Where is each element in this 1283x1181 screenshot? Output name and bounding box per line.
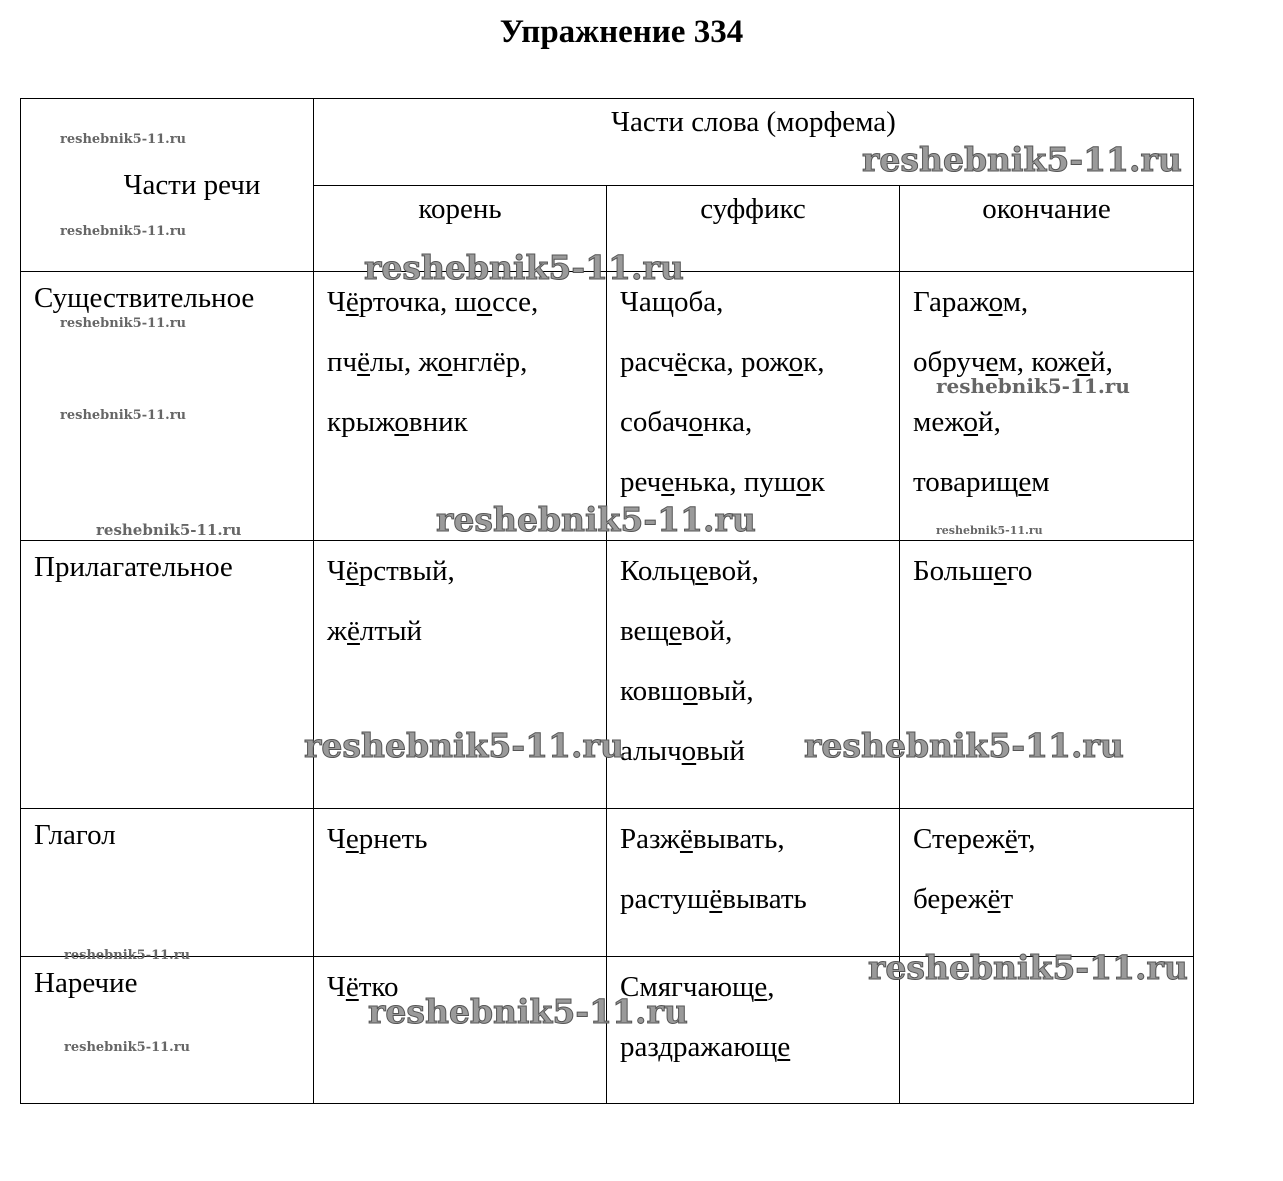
word-line <box>327 601 593 661</box>
underlined-letter: е <box>985 346 999 378</box>
word-part: Разж <box>620 823 680 855</box>
word-part: рнеть <box>358 823 428 855</box>
word-part: кож <box>1031 346 1078 378</box>
word <box>913 406 1001 438</box>
underlined-letter: ё <box>345 971 359 1003</box>
word <box>620 823 785 855</box>
word-line <box>913 809 1180 869</box>
watermark: reshebnik5-11.ru <box>936 374 1130 398</box>
word <box>327 615 422 647</box>
underlined-letter: е <box>661 466 675 498</box>
word-line <box>620 392 886 452</box>
word-part: собач <box>620 406 689 438</box>
word-part: Стереж <box>913 823 1005 855</box>
watermark: reshebnik5-11.ru <box>364 248 684 287</box>
word-part: ш <box>454 286 477 318</box>
watermark: reshebnik5-11.ru <box>64 948 191 963</box>
word-part: вывать, <box>692 823 785 855</box>
watermark: reshebnik5-11.ru <box>60 408 187 423</box>
word <box>327 406 468 438</box>
word-part: Смягчающ <box>620 971 755 1003</box>
word-part: лтый <box>359 615 423 647</box>
word-line <box>327 809 593 869</box>
watermark: reshebnik5-11.ru <box>868 948 1188 987</box>
word-line <box>913 452 1180 512</box>
word-line <box>913 272 1180 332</box>
watermark: reshebnik5-11.ru <box>60 132 187 147</box>
word-part: алыч <box>620 735 682 767</box>
underlined-letter: ё <box>345 555 359 587</box>
word <box>620 346 741 378</box>
word-part: м, <box>1002 286 1029 318</box>
row-pos-verb: Глагол <box>21 809 314 957</box>
word <box>620 406 752 438</box>
word-part: ковш <box>620 675 684 707</box>
word-part: Ч <box>327 286 346 318</box>
word <box>744 466 825 498</box>
watermark: reshebnik5-11.ru <box>368 992 688 1031</box>
word-part: раздражающ <box>620 1031 778 1063</box>
word-line <box>327 332 593 392</box>
word-part: ссе, <box>492 286 539 318</box>
word-part: вый, <box>697 675 754 707</box>
row-pos-adverb: Наречие <box>21 957 314 1104</box>
underlined-letter: о <box>476 286 493 318</box>
word-part: вой, <box>708 555 759 587</box>
cell-verb-suffix <box>607 809 900 957</box>
cell-noun-ending <box>900 272 1194 541</box>
underlined-letter: ё <box>709 883 723 915</box>
watermark: reshebnik5-11.ru <box>96 521 242 539</box>
word-part: рож <box>741 346 789 378</box>
cell-verb-root <box>314 809 607 957</box>
word <box>913 286 1028 318</box>
word-part: береж <box>913 883 988 915</box>
word-part: Ч <box>327 823 346 855</box>
underlined-letter: ё <box>357 346 370 378</box>
word-part: м <box>1031 466 1050 498</box>
word-line <box>620 869 886 929</box>
word-part: т <box>1000 883 1014 915</box>
word-part: рствый, <box>358 555 455 587</box>
word-part: Больш <box>913 555 994 587</box>
table-row <box>21 809 1194 957</box>
word-part: товарищ <box>913 466 1019 498</box>
word-part: растуш <box>620 883 710 915</box>
word-part: нка, <box>702 406 753 438</box>
word <box>620 466 744 498</box>
word-part: Чащоба, <box>620 286 724 318</box>
underlined-letter: о <box>788 346 804 378</box>
word-part: , <box>767 971 775 1003</box>
word <box>620 735 745 767</box>
word <box>327 346 418 378</box>
underlined-letter: ё <box>674 346 688 378</box>
word <box>913 823 1036 855</box>
header-suffix: суффикс <box>607 186 900 272</box>
word <box>620 555 759 587</box>
word-part: обруч <box>913 346 986 378</box>
underlined-letter: е <box>777 1031 791 1063</box>
word <box>620 883 807 915</box>
word-part: й, <box>1090 346 1113 378</box>
word <box>741 346 824 378</box>
word <box>418 346 527 378</box>
word-part: пуш <box>743 466 797 498</box>
cell-verb-ending <box>900 809 1194 957</box>
word <box>327 286 455 318</box>
word-part: Кольц <box>620 555 696 587</box>
page-title: Упражнение 334 <box>499 14 744 50</box>
word-part: к, <box>803 346 825 378</box>
word-part: тко <box>358 971 399 1003</box>
word-line <box>327 541 593 601</box>
header-root: корень <box>314 186 607 272</box>
word-part: нька, <box>674 466 744 498</box>
word-line <box>620 332 886 392</box>
header-parts-of-speech: Части речи <box>21 99 314 272</box>
word-part: нглёр, <box>452 346 528 378</box>
underlined-letter: е <box>1018 466 1032 498</box>
word-part: Гараж <box>913 286 989 318</box>
word-part: т, <box>1017 823 1036 855</box>
word <box>620 615 732 647</box>
underlined-letter: о <box>683 675 698 707</box>
word-part: вой, <box>681 615 733 647</box>
word-part: ска, <box>687 346 742 378</box>
underlined-letter: о <box>394 406 409 438</box>
watermark: reshebnik5-11.ru <box>60 316 187 331</box>
watermark: reshebnik5-11.ru <box>804 726 1124 765</box>
word-part: ж <box>418 346 438 378</box>
word <box>327 555 455 587</box>
cell-adjective-suffix <box>607 541 900 809</box>
word-part: меж <box>913 406 964 438</box>
cell-adjective-root <box>314 541 607 809</box>
underlined-letter: е <box>695 555 709 587</box>
word-part: пч <box>327 346 358 378</box>
word-line <box>620 601 886 661</box>
word-part: вещ <box>620 615 669 647</box>
word-line <box>327 392 593 452</box>
watermark: reshebnik5-11.ru <box>862 140 1182 179</box>
word-line <box>913 392 1180 452</box>
watermark: reshebnik5-11.ru <box>64 1040 191 1055</box>
watermark: reshebnik5-11.ru <box>936 524 1043 537</box>
table-row <box>21 541 1194 809</box>
underlined-letter: о <box>963 406 979 438</box>
watermark: reshebnik5-11.ru <box>304 726 624 765</box>
underlined-letter: о <box>688 406 703 438</box>
word-line <box>620 809 886 869</box>
word <box>455 286 539 318</box>
word-part: м, <box>998 346 1032 378</box>
word-part: го <box>1006 555 1033 587</box>
word-part: расч <box>620 346 675 378</box>
underlined-letter: ё <box>679 823 693 855</box>
underlined-letter: ё <box>345 286 359 318</box>
word-part: Ч <box>327 971 346 1003</box>
underlined-letter: е <box>754 971 768 1003</box>
word-part: реч <box>620 466 662 498</box>
header-ending: окончание <box>900 186 1194 272</box>
word-part: лы, <box>369 346 419 378</box>
word <box>620 1031 790 1063</box>
underlined-letter: е <box>993 555 1007 587</box>
word <box>913 555 1032 587</box>
underlined-letter: ё <box>347 615 360 647</box>
header-word-parts: Части слова (морфема) <box>314 99 1194 186</box>
word <box>913 883 1013 915</box>
word-line <box>913 541 1180 601</box>
underlined-letter: е <box>345 823 359 855</box>
cell-adjective-ending <box>900 541 1194 809</box>
word-part: рточка, <box>358 286 455 318</box>
word-part: й, <box>978 406 1001 438</box>
underlined-letter: е <box>1077 346 1091 378</box>
word-part: вый <box>696 735 745 767</box>
word-part: ж <box>327 615 348 647</box>
word-line <box>620 541 886 601</box>
underlined-letter: е <box>668 615 682 647</box>
row-pos-noun: Существительное <box>21 272 314 541</box>
word <box>327 823 428 855</box>
row-pos-adjective: Прилагательное <box>21 541 314 809</box>
word-line <box>620 661 886 721</box>
word-part: Ч <box>327 555 346 587</box>
word-part: вывать <box>722 883 807 915</box>
watermark: reshebnik5-11.ru <box>436 500 756 539</box>
underlined-letter: о <box>437 346 453 378</box>
underlined-letter: ё <box>987 883 1001 915</box>
word-line <box>913 869 1180 929</box>
word <box>620 286 723 318</box>
word-part: к <box>810 466 825 498</box>
word-part: вник <box>408 406 468 438</box>
underlined-letter: о <box>988 286 1003 318</box>
word-part: крыж <box>327 406 395 438</box>
underlined-letter: о <box>796 466 811 498</box>
underlined-letter: о <box>681 735 697 767</box>
underlined-letter: ё <box>1004 823 1018 855</box>
word <box>620 675 754 707</box>
word <box>913 466 1050 498</box>
watermark: reshebnik5-11.ru <box>60 224 187 239</box>
